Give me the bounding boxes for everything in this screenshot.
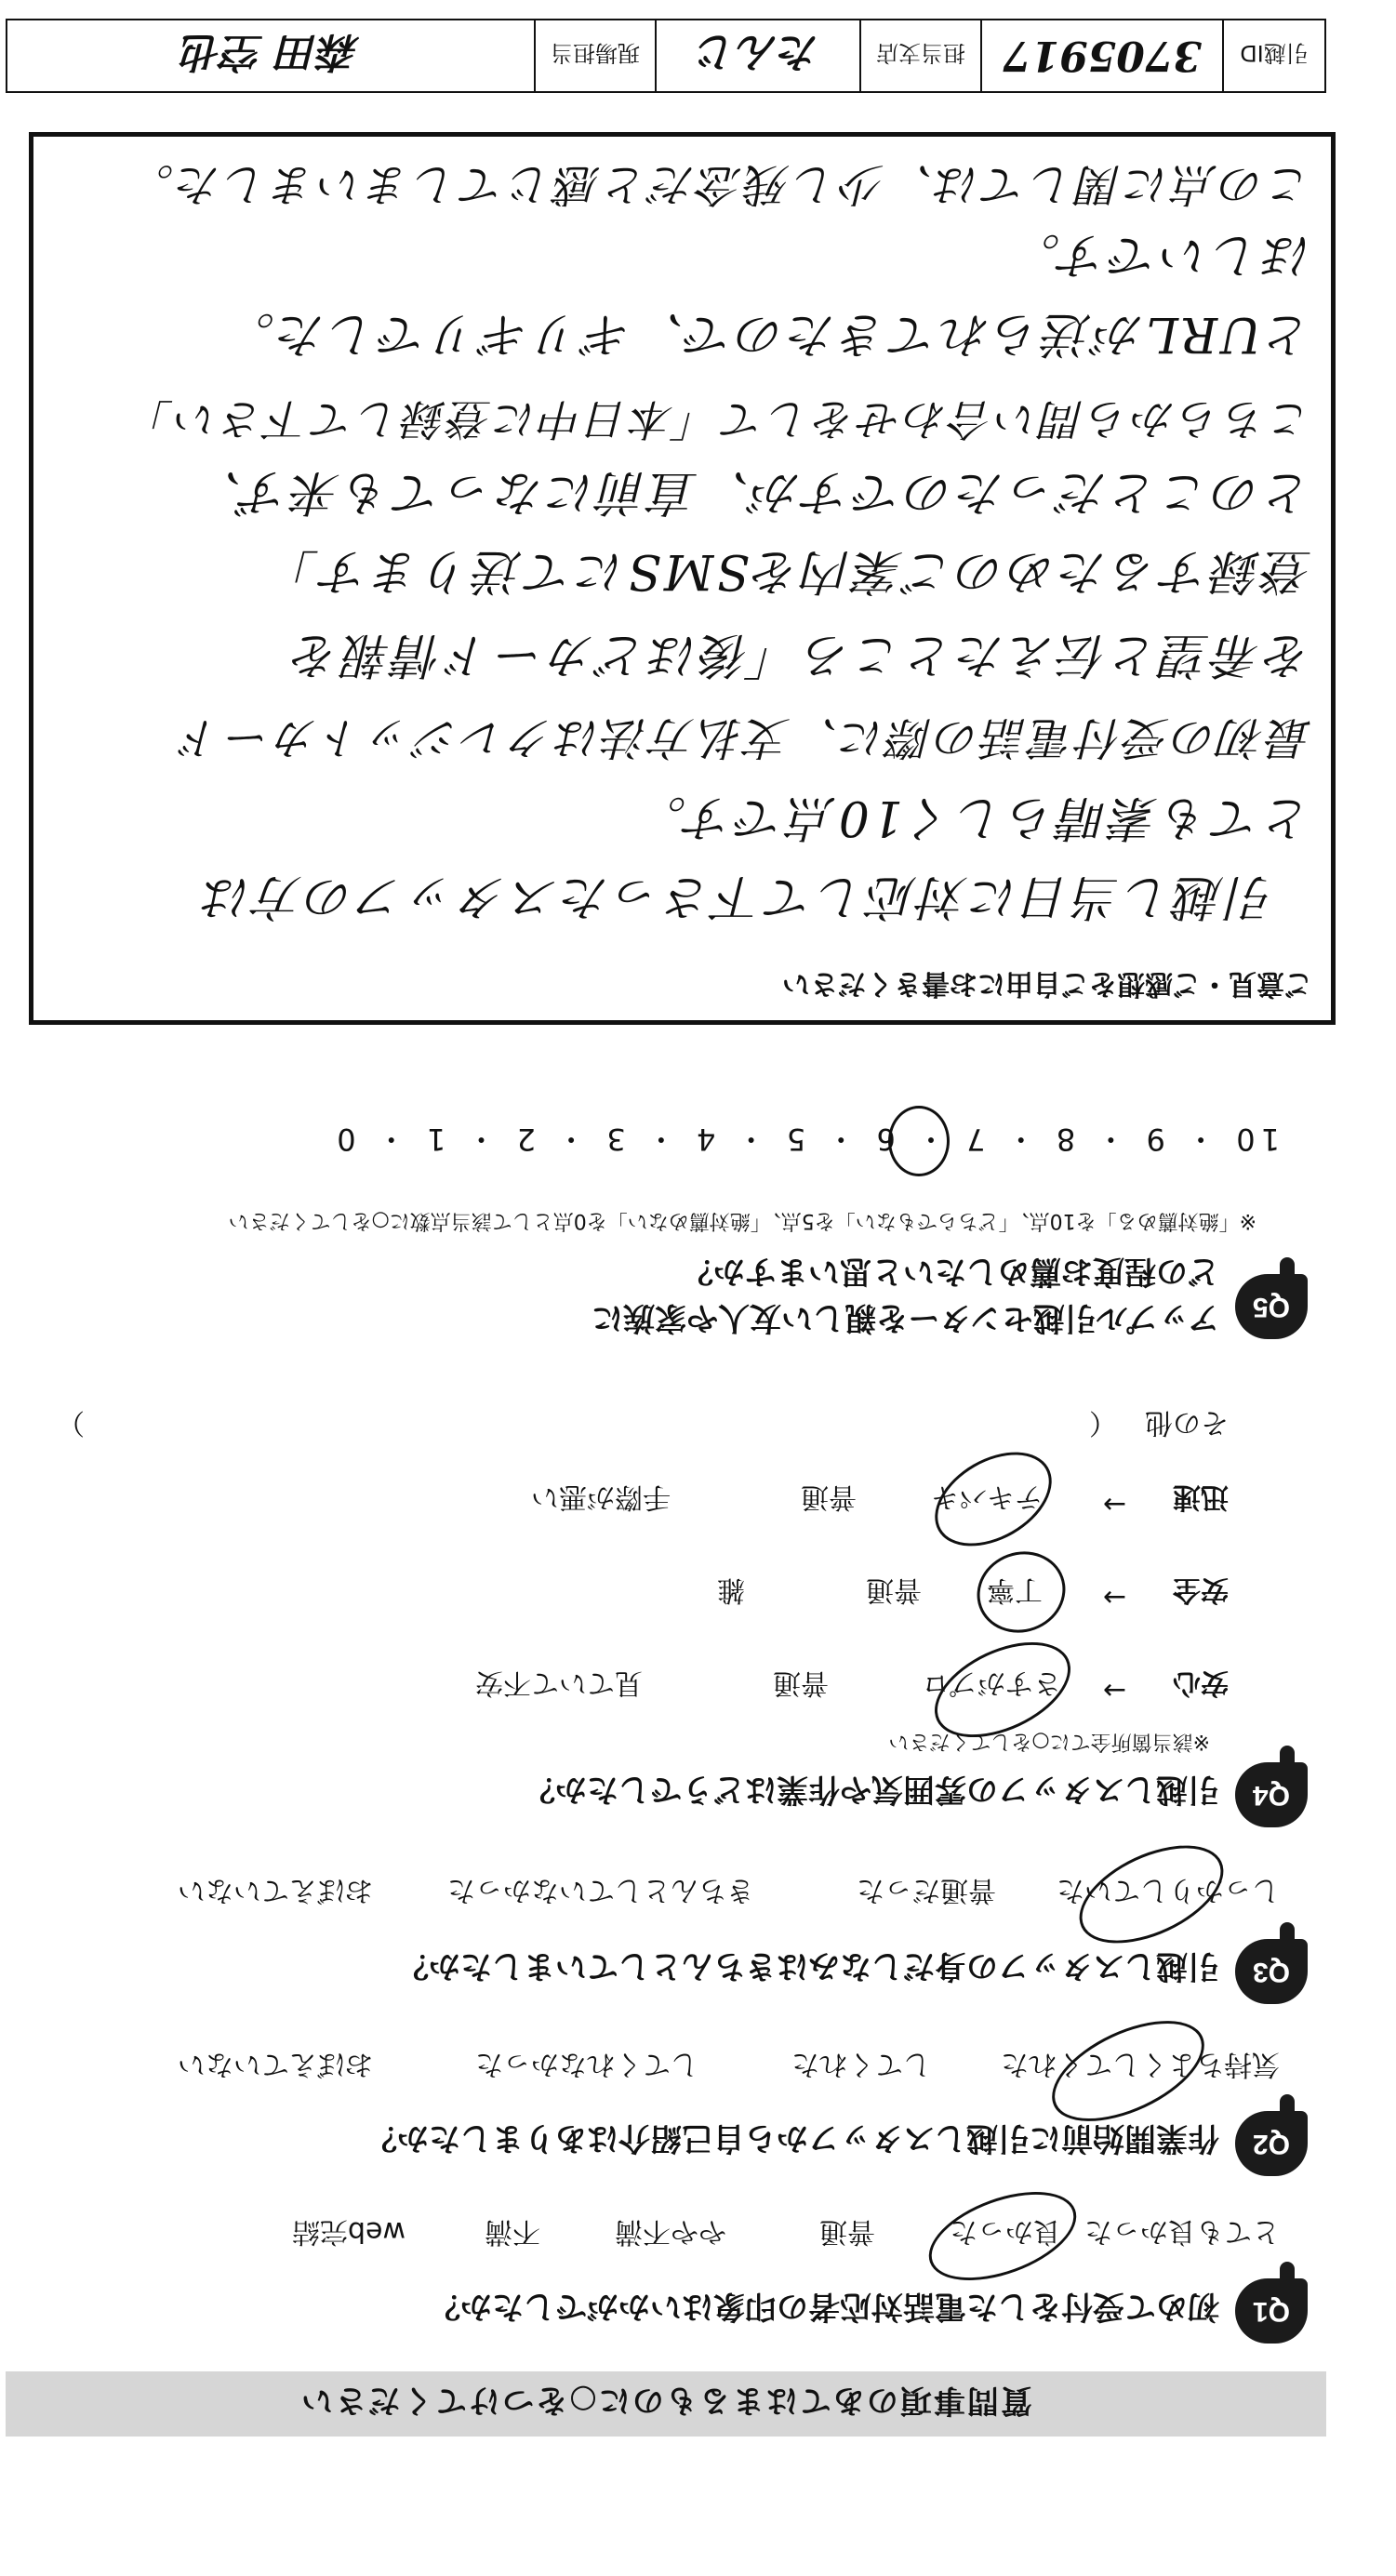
q4-question: 引越しスタッフの雰囲気や作業はどうでしたか？ xyxy=(524,1771,1219,1808)
leader-label: 現場担当 xyxy=(534,20,655,91)
comment-title: ご意見・ご感想をご自由にお書きください xyxy=(782,967,1312,1000)
q3-question: 引越しスタッフの身だしなみはきちんとしていましたか？ xyxy=(397,1947,1219,1985)
branch-value: たんじ xyxy=(655,20,859,91)
q3-badge: Q3 xyxy=(1235,1939,1308,2004)
id-value: 3705917 xyxy=(980,20,1222,91)
comment-line: こちらから問い合わせをして「本日中に登録して下さい」 xyxy=(127,394,1312,445)
q4-other-label: その他 xyxy=(1145,1406,1229,1439)
q5-badge: Q5 xyxy=(1235,1274,1308,1339)
q4-row1-option-1[interactable]: さすがプロ xyxy=(922,1666,1061,1699)
id-label: 引越ID xyxy=(1222,20,1324,91)
q4-note: ※該当箇所全てに○をしてください xyxy=(888,1730,1210,1753)
q4-row3-option-2[interactable]: 普通 xyxy=(801,1481,857,1513)
instruction-text: 質問事項のあてはまるものに○をつけてください xyxy=(299,2382,1032,2420)
q2-option-2[interactable]: してくれた xyxy=(791,2048,931,2080)
q4-row1-arrow: → xyxy=(1102,1674,1126,1706)
q2-question: 作業開始前に引越しスタッフから自己紹介はありましたか？ xyxy=(366,2119,1219,2157)
q5-question-line2: どの程度お薦めしたいと思いますか？ xyxy=(682,1253,1219,1290)
id-table xyxy=(6,19,1326,93)
q2-option-1[interactable]: 気持ちよくしてくれた xyxy=(1001,2048,1280,2080)
q3-option-2[interactable]: 普通だった xyxy=(857,1874,996,1906)
q4-row3-label: 迅速 xyxy=(1173,1481,1229,1513)
q4-row1-label: 安心 xyxy=(1173,1666,1229,1699)
q3-option-4[interactable]: おぼえていない xyxy=(178,1874,373,1906)
q4-row2-label: 安全 xyxy=(1173,1573,1229,1606)
comment-line: 引越し当日に対応して下さったスタッフの方は xyxy=(200,869,1275,924)
q4-row3-option-1[interactable]: テキパキ xyxy=(931,1481,1043,1513)
q1-question: 初めて受付をした電話対応者の印象はいかがでしたか？ xyxy=(429,2288,1219,2325)
q4-row3-arrow: → xyxy=(1102,1488,1126,1520)
q5-score-scale[interactable]: 10 ・ 9 ・ 8 ・ 7 ・ 6 ・ 5 ・ 4 ・ 3 ・ 2 ・ 1 ・ 0 xyxy=(331,1122,1280,1157)
q3-option-1[interactable]: しっかりしていた xyxy=(1057,1874,1280,1906)
q4-row3-option-3[interactable]: 手際が悪い xyxy=(531,1481,671,1513)
q4-row2-arrow: → xyxy=(1102,1581,1126,1613)
q1-badge: Q1 xyxy=(1235,2278,1308,2344)
q4-row2-option-1[interactable]: 丁寧 xyxy=(987,1573,1043,1606)
q3-option-3[interactable]: きちんとしていなかった xyxy=(447,1874,754,1906)
q4-row2-option-2[interactable]: 普通 xyxy=(866,1573,922,1606)
comment-line: 登録するためのご案内をSMSにて送ります」 xyxy=(267,543,1312,599)
q1-option-5[interactable]: 不満 xyxy=(485,2215,540,2248)
comment-line: を希望と伝えたところ「後ほどカード情報を xyxy=(288,627,1312,683)
q5-question-line1: アップル引越センターを親しい友人や家族に xyxy=(592,1299,1219,1336)
leader-signature: 森田 空也 xyxy=(181,28,360,75)
q1-option-6[interactable]: web完結 xyxy=(291,2215,406,2248)
branch-label: 担当支店 xyxy=(859,20,980,91)
q1-option-2[interactable]: 良かった xyxy=(950,2215,1061,2248)
comment-line: 最初の受付電話の際に、支払方法はクレジットカード xyxy=(176,711,1312,764)
q4-row1-option-3[interactable]: 見ていて不安 xyxy=(475,1666,643,1699)
q4-row2-option-3[interactable]: 雑 xyxy=(717,1573,745,1606)
q5-note: ※「絶対薦める」を10点、「どちらでもない」を5点、「絶対薦めない」を0点として該当点数に○をしてください xyxy=(228,1209,1256,1232)
instruction-banner xyxy=(6,2371,1326,2437)
q2-option-3[interactable]: してくれなかった xyxy=(475,2048,698,2080)
comment-line: とのことだったのですが、直前になっても来ず、 xyxy=(191,464,1312,520)
q4-other-open: （ xyxy=(1089,1406,1117,1439)
comment-line: とURLが送られてきたので、ギリギリでした。 xyxy=(223,306,1312,362)
comment-line: この点に関しては、少し残念だと感じてしまいました。 xyxy=(126,158,1312,210)
comment-line: ほしいです。 xyxy=(1009,227,1312,283)
q1-option-1[interactable]: とても良かった xyxy=(1084,2215,1280,2248)
q2-option-4[interactable]: おぼえていない xyxy=(178,2048,373,2080)
comment-line: とても素晴らしく10点です。 xyxy=(634,790,1312,845)
comment-box xyxy=(29,132,1336,1025)
q1-option-4[interactable]: やや不満 xyxy=(615,2215,726,2248)
q2-badge: Q2 xyxy=(1235,2111,1308,2176)
q4-badge: Q4 xyxy=(1235,1762,1308,1827)
q4-other-close: ） xyxy=(57,1406,85,1439)
q1-option-3[interactable]: 普通 xyxy=(819,2215,875,2248)
q4-row1-option-2[interactable]: 普通 xyxy=(773,1666,829,1699)
